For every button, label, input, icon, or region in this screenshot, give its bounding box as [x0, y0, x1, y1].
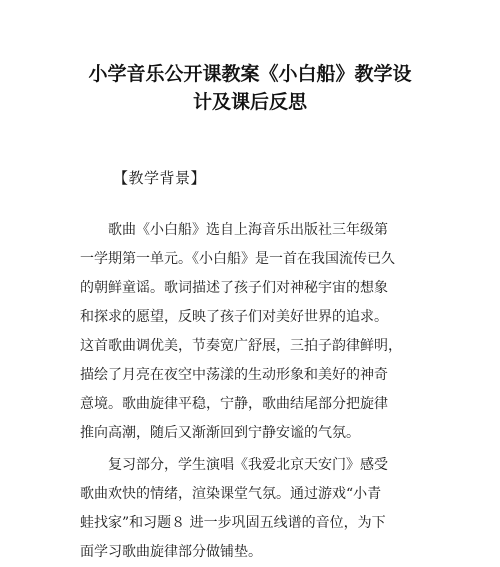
paragraph-line: 复习部分，学生演唱《我爱北京天安门》感受 — [80, 457, 388, 473]
document-title-line-2: 计及课后反思 — [192, 91, 307, 113]
paragraph-line: 描绘了月亮在夜空中荡漾的生动形象和美好的神奇 — [80, 367, 388, 383]
paragraph-line: 面学习歌曲旋律部分做铺垫。 — [80, 544, 262, 560]
paragraph-line: 这首歌曲调优美，节奏宽广舒展，三拍子韵律鲜明， — [80, 338, 402, 354]
paragraph-review — [80, 451, 425, 567]
paragraph-line: 推向高潮，随后又渐渐回到宁静安谧的气氛。 — [80, 425, 360, 441]
paragraph-line: 和探求的愿望，反映了孩子们对美好世界的追求。 — [80, 309, 388, 325]
section-heading: 【教学背景】 — [113, 169, 207, 187]
paragraph-line: 歌曲欢快的情绪，渲染课堂气氛。通过游戏“小青 — [80, 486, 382, 502]
paragraph-line: 一学期第一单元。《小白船》是一首在我国流传已久 — [80, 251, 395, 267]
paragraph-line: 意境。歌曲旋律平稳，宁静，歌曲结尾部分把旋律 — [80, 396, 388, 412]
paragraph-background — [80, 216, 425, 448]
paragraph-line: 蛙找家”和习题８ 进一步巩固五线谱的音位，为下 — [80, 515, 386, 531]
document-title-line-1: 小学音乐公开课教案《小白船》教学设 — [88, 63, 412, 85]
paragraph-line: 歌曲《小白船》选自上海音乐出版社三年级第 — [80, 222, 388, 238]
paragraph-line: 的朝鲜童谣。歌词描述了孩子们对神秘宇宙的想象 — [80, 280, 388, 296]
